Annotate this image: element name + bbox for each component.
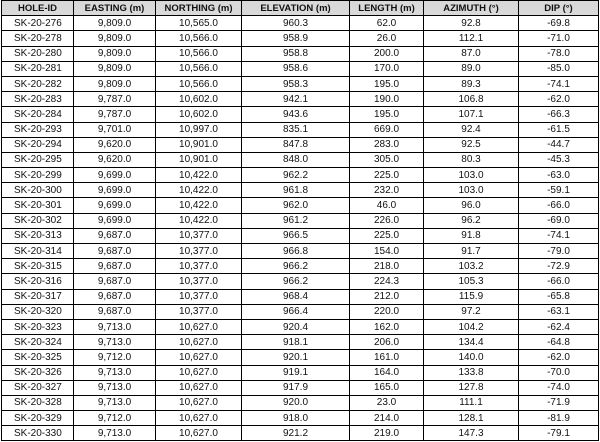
cell-azimuth: 105.3: [424, 274, 519, 289]
cell-hole-id: SK-20-281: [2, 61, 74, 76]
cell-length: 26.0: [350, 31, 424, 46]
header-elevation: ELEVATION (m): [242, 1, 350, 16]
cell-length: 669.0: [350, 122, 424, 137]
cell-azimuth: 147.3: [424, 426, 519, 441]
cell-hole-id: SK-20-316: [2, 274, 74, 289]
cell-length: 225.0: [350, 168, 424, 183]
cell-dip: -74.1: [519, 228, 599, 243]
cell-easting: 9,713.0: [74, 380, 156, 395]
cell-azimuth: 103.2: [424, 259, 519, 274]
cell-northing: 10,566.0: [156, 61, 242, 76]
cell-easting: 9,620.0: [74, 137, 156, 152]
cell-northing: 10,377.0: [156, 304, 242, 319]
cell-elevation: 966.2: [242, 274, 350, 289]
cell-length: 206.0: [350, 335, 424, 350]
cell-hole-id: SK-20-327: [2, 380, 74, 395]
cell-northing: 10,377.0: [156, 244, 242, 259]
cell-easting: 9,699.0: [74, 183, 156, 198]
cell-azimuth: 89.3: [424, 76, 519, 91]
table-row: [2, 259, 599, 274]
cell-azimuth: 112.1: [424, 31, 519, 46]
cell-elevation: 847.8: [242, 137, 350, 152]
cell-length: 225.0: [350, 228, 424, 243]
cell-azimuth: 103.0: [424, 168, 519, 183]
cell-hole-id: SK-20-293: [2, 122, 74, 137]
cell-elevation: 917.9: [242, 380, 350, 395]
cell-dip: -78.0: [519, 46, 599, 61]
cell-dip: -69.8: [519, 16, 599, 31]
cell-elevation: 920.4: [242, 319, 350, 334]
cell-hole-id: SK-20-329: [2, 411, 74, 426]
cell-dip: -45.3: [519, 152, 599, 167]
cell-elevation: 966.2: [242, 259, 350, 274]
cell-easting: 9,809.0: [74, 16, 156, 31]
cell-azimuth: 133.8: [424, 365, 519, 380]
cell-elevation: 835.1: [242, 122, 350, 137]
cell-easting: 9,713.0: [74, 319, 156, 334]
cell-easting: 9,713.0: [74, 395, 156, 410]
cell-easting: 9,687.0: [74, 289, 156, 304]
cell-elevation: 966.5: [242, 228, 350, 243]
cell-elevation: 968.4: [242, 289, 350, 304]
table-row: [2, 16, 599, 31]
cell-elevation: 958.9: [242, 31, 350, 46]
drillhole-table-container: [1, 0, 598, 441]
cell-easting: 9,699.0: [74, 213, 156, 228]
cell-hole-id: SK-20-301: [2, 198, 74, 213]
cell-dip: -79.1: [519, 426, 599, 441]
cell-easting: 9,809.0: [74, 61, 156, 76]
cell-elevation: 918.1: [242, 335, 350, 350]
cell-northing: 10,566.0: [156, 46, 242, 61]
cell-hole-id: SK-20-276: [2, 16, 74, 31]
cell-azimuth: 97.2: [424, 304, 519, 319]
table-row: [2, 107, 599, 122]
cell-easting: 9,620.0: [74, 152, 156, 167]
cell-dip: -63.0: [519, 168, 599, 183]
cell-northing: 10,565.0: [156, 16, 242, 31]
cell-elevation: 961.8: [242, 183, 350, 198]
cell-elevation: 960.3: [242, 16, 350, 31]
cell-dip: -69.0: [519, 213, 599, 228]
cell-length: 195.0: [350, 107, 424, 122]
cell-easting: 9,713.0: [74, 335, 156, 350]
cell-northing: 10,377.0: [156, 259, 242, 274]
cell-hole-id: SK-20-302: [2, 213, 74, 228]
table-row: [2, 122, 599, 137]
cell-dip: -81.9: [519, 411, 599, 426]
cell-length: 219.0: [350, 426, 424, 441]
cell-northing: 10,377.0: [156, 274, 242, 289]
cell-azimuth: 107.1: [424, 107, 519, 122]
cell-northing: 10,627.0: [156, 350, 242, 365]
header-hole-id: HOLE-ID: [2, 1, 74, 16]
cell-length: 232.0: [350, 183, 424, 198]
cell-azimuth: 92.8: [424, 16, 519, 31]
cell-elevation: 958.8: [242, 46, 350, 61]
table-row: [2, 183, 599, 198]
cell-azimuth: 96.2: [424, 213, 519, 228]
table-header: [2, 1, 599, 16]
header-northing: NORTHING (m): [156, 1, 242, 16]
cell-length: 190.0: [350, 92, 424, 107]
cell-elevation: 918.0: [242, 411, 350, 426]
cell-dip: -62.0: [519, 350, 599, 365]
cell-length: 195.0: [350, 76, 424, 91]
cell-hole-id: SK-20-280: [2, 46, 74, 61]
table-row: [2, 426, 599, 441]
cell-dip: -74.1: [519, 76, 599, 91]
cell-easting: 9,712.0: [74, 350, 156, 365]
table-row: [2, 92, 599, 107]
cell-easting: 9,699.0: [74, 198, 156, 213]
cell-northing: 10,602.0: [156, 107, 242, 122]
cell-hole-id: SK-20-300: [2, 183, 74, 198]
cell-hole-id: SK-20-323: [2, 319, 74, 334]
cell-easting: 9,787.0: [74, 92, 156, 107]
cell-elevation: 919.1: [242, 365, 350, 380]
cell-northing: 10,566.0: [156, 31, 242, 46]
cell-northing: 10,422.0: [156, 198, 242, 213]
cell-dip: -71.0: [519, 31, 599, 46]
cell-azimuth: 103.0: [424, 183, 519, 198]
drillhole-collar-table: [1, 0, 599, 441]
cell-northing: 10,566.0: [156, 76, 242, 91]
header-row: [2, 1, 599, 16]
header-azimuth: AZIMUTH (°): [424, 1, 519, 16]
table-row: [2, 395, 599, 410]
cell-length: 218.0: [350, 259, 424, 274]
cell-northing: 10,627.0: [156, 411, 242, 426]
cell-length: 46.0: [350, 198, 424, 213]
cell-northing: 10,602.0: [156, 92, 242, 107]
cell-hole-id: SK-20-326: [2, 365, 74, 380]
header-dip: DIP (°): [519, 1, 599, 16]
cell-length: 170.0: [350, 61, 424, 76]
cell-dip: -71.9: [519, 395, 599, 410]
cell-easting: 9,687.0: [74, 259, 156, 274]
cell-length: 164.0: [350, 365, 424, 380]
cell-hole-id: SK-20-314: [2, 244, 74, 259]
cell-hole-id: SK-20-324: [2, 335, 74, 350]
cell-northing: 10,997.0: [156, 122, 242, 137]
cell-dip: -61.5: [519, 122, 599, 137]
cell-length: 283.0: [350, 137, 424, 152]
table-row: [2, 411, 599, 426]
cell-length: 161.0: [350, 350, 424, 365]
cell-azimuth: 134.4: [424, 335, 519, 350]
cell-azimuth: 111.1: [424, 395, 519, 410]
cell-northing: 10,627.0: [156, 395, 242, 410]
cell-hole-id: SK-20-330: [2, 426, 74, 441]
cell-easting: 9,701.0: [74, 122, 156, 137]
cell-dip: -79.0: [519, 244, 599, 259]
cell-northing: 10,627.0: [156, 365, 242, 380]
cell-length: 165.0: [350, 380, 424, 395]
cell-elevation: 961.2: [242, 213, 350, 228]
cell-length: 154.0: [350, 244, 424, 259]
cell-azimuth: 96.0: [424, 198, 519, 213]
cell-length: 212.0: [350, 289, 424, 304]
cell-dip: -59.1: [519, 183, 599, 198]
cell-northing: 10,377.0: [156, 228, 242, 243]
cell-dip: -65.8: [519, 289, 599, 304]
cell-dip: -72.9: [519, 259, 599, 274]
table-row: [2, 304, 599, 319]
cell-elevation: 962.0: [242, 198, 350, 213]
table-row: [2, 46, 599, 61]
cell-hole-id: SK-20-317: [2, 289, 74, 304]
table-row: [2, 289, 599, 304]
cell-northing: 10,627.0: [156, 335, 242, 350]
cell-hole-id: SK-20-325: [2, 350, 74, 365]
cell-elevation: 848.0: [242, 152, 350, 167]
cell-northing: 10,627.0: [156, 426, 242, 441]
cell-elevation: 958.6: [242, 61, 350, 76]
cell-hole-id: SK-20-313: [2, 228, 74, 243]
cell-length: 162.0: [350, 319, 424, 334]
cell-dip: -62.0: [519, 92, 599, 107]
cell-dip: -85.0: [519, 61, 599, 76]
table-row: [2, 335, 599, 350]
cell-northing: 10,627.0: [156, 319, 242, 334]
cell-azimuth: 115.9: [424, 289, 519, 304]
cell-length: 224.3: [350, 274, 424, 289]
cell-hole-id: SK-20-284: [2, 107, 74, 122]
table-row: [2, 380, 599, 395]
cell-easting: 9,787.0: [74, 107, 156, 122]
table-row: [2, 198, 599, 213]
cell-hole-id: SK-20-295: [2, 152, 74, 167]
cell-elevation: 921.2: [242, 426, 350, 441]
cell-hole-id: SK-20-328: [2, 395, 74, 410]
cell-easting: 9,712.0: [74, 411, 156, 426]
cell-elevation: 958.3: [242, 76, 350, 91]
cell-hole-id: SK-20-299: [2, 168, 74, 183]
table-row: [2, 168, 599, 183]
cell-hole-id: SK-20-315: [2, 259, 74, 274]
cell-northing: 10,901.0: [156, 137, 242, 152]
cell-northing: 10,422.0: [156, 168, 242, 183]
cell-azimuth: 91.7: [424, 244, 519, 259]
table-row: [2, 31, 599, 46]
cell-easting: 9,699.0: [74, 168, 156, 183]
cell-elevation: 962.2: [242, 168, 350, 183]
cell-easting: 9,687.0: [74, 228, 156, 243]
cell-dip: -62.4: [519, 319, 599, 334]
cell-azimuth: 80.3: [424, 152, 519, 167]
cell-azimuth: 89.0: [424, 61, 519, 76]
cell-elevation: 966.4: [242, 304, 350, 319]
cell-easting: 9,687.0: [74, 244, 156, 259]
cell-elevation: 920.0: [242, 395, 350, 410]
cell-easting: 9,809.0: [74, 46, 156, 61]
table-row: [2, 244, 599, 259]
table-row: [2, 228, 599, 243]
cell-length: 214.0: [350, 411, 424, 426]
table-row: [2, 76, 599, 91]
cell-azimuth: 127.8: [424, 380, 519, 395]
cell-easting: 9,809.0: [74, 76, 156, 91]
cell-dip: -64.8: [519, 335, 599, 350]
cell-hole-id: SK-20-278: [2, 31, 74, 46]
cell-azimuth: 140.0: [424, 350, 519, 365]
table-row: [2, 137, 599, 152]
table-row: [2, 61, 599, 76]
cell-azimuth: 92.4: [424, 122, 519, 137]
cell-hole-id: SK-20-320: [2, 304, 74, 319]
cell-elevation: 943.6: [242, 107, 350, 122]
cell-easting: 9,713.0: [74, 426, 156, 441]
cell-northing: 10,422.0: [156, 183, 242, 198]
cell-azimuth: 104.2: [424, 319, 519, 334]
cell-azimuth: 92.5: [424, 137, 519, 152]
cell-northing: 10,377.0: [156, 289, 242, 304]
cell-length: 62.0: [350, 16, 424, 31]
cell-azimuth: 106.8: [424, 92, 519, 107]
cell-dip: -44.7: [519, 137, 599, 152]
header-easting: EASTING (m): [74, 1, 156, 16]
cell-dip: -66.0: [519, 198, 599, 213]
cell-length: 226.0: [350, 213, 424, 228]
cell-northing: 10,901.0: [156, 152, 242, 167]
table-row: [2, 274, 599, 289]
cell-easting: 9,809.0: [74, 31, 156, 46]
cell-azimuth: 87.0: [424, 46, 519, 61]
cell-dip: -63.1: [519, 304, 599, 319]
cell-dip: -70.0: [519, 365, 599, 380]
table-row: [2, 152, 599, 167]
table-row: [2, 350, 599, 365]
cell-northing: 10,627.0: [156, 380, 242, 395]
cell-length: 23.0: [350, 395, 424, 410]
cell-hole-id: SK-20-282: [2, 76, 74, 91]
cell-hole-id: SK-20-283: [2, 92, 74, 107]
cell-elevation: 920.1: [242, 350, 350, 365]
table-row: [2, 319, 599, 334]
cell-dip: -66.3: [519, 107, 599, 122]
cell-elevation: 966.8: [242, 244, 350, 259]
cell-easting: 9,687.0: [74, 274, 156, 289]
cell-dip: -66.0: [519, 274, 599, 289]
cell-azimuth: 91.8: [424, 228, 519, 243]
cell-dip: -74.0: [519, 380, 599, 395]
table-row: [2, 365, 599, 380]
header-length: LENGTH (m): [350, 1, 424, 16]
table-body: [2, 16, 599, 441]
cell-hole-id: SK-20-294: [2, 137, 74, 152]
cell-azimuth: 128.1: [424, 411, 519, 426]
cell-elevation: 942.1: [242, 92, 350, 107]
cell-easting: 9,713.0: [74, 365, 156, 380]
cell-length: 305.0: [350, 152, 424, 167]
table-row: [2, 213, 599, 228]
cell-length: 220.0: [350, 304, 424, 319]
cell-easting: 9,687.0: [74, 304, 156, 319]
cell-northing: 10,422.0: [156, 213, 242, 228]
cell-length: 200.0: [350, 46, 424, 61]
